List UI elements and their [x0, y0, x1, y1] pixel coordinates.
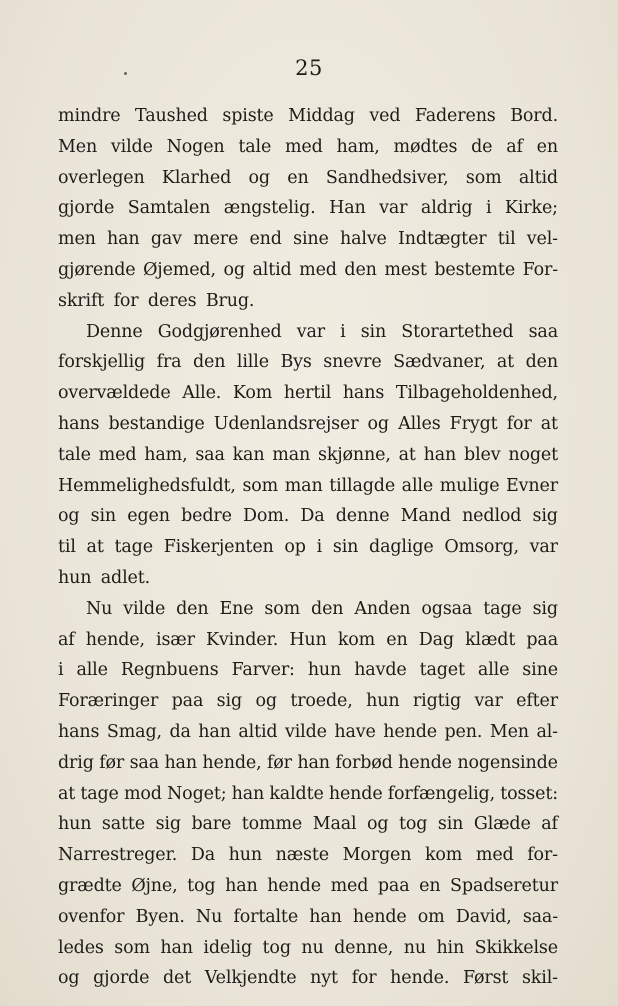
- word: med: [98, 444, 137, 465]
- word: han: [297, 752, 330, 773]
- word: vilde: [284, 721, 327, 742]
- word: altid: [252, 259, 292, 280]
- word: i: [340, 321, 346, 342]
- text-line: [58, 840, 558, 871]
- word: før: [266, 752, 292, 773]
- word: Noget;: [167, 783, 227, 804]
- word: Men: [58, 136, 98, 157]
- text-line: [58, 471, 558, 502]
- word: rigtig: [412, 691, 462, 712]
- word: af: [58, 629, 75, 650]
- word: mere: [193, 229, 239, 250]
- word: den: [525, 352, 558, 373]
- word: skjønne,: [317, 444, 391, 465]
- text-line: [58, 655, 558, 686]
- word: af: [506, 136, 523, 157]
- word: Anden: [354, 598, 411, 619]
- word: Øjemed,: [143, 259, 216, 280]
- word: nogensinde: [457, 752, 558, 773]
- word: For-: [522, 259, 558, 280]
- word: paa: [526, 629, 558, 650]
- word: denne,: [334, 937, 394, 958]
- word: at: [540, 413, 558, 434]
- word: hende: [267, 875, 321, 896]
- text-line: [58, 193, 558, 224]
- word: i: [485, 198, 492, 219]
- word: at: [398, 444, 416, 465]
- text-line: [58, 409, 558, 440]
- word: havde: [354, 660, 407, 681]
- text-line: [58, 594, 558, 625]
- paragraph: [58, 317, 558, 594]
- word: med: [475, 845, 514, 866]
- word: Kirke;: [504, 198, 558, 219]
- word: Narrestreger.: [58, 845, 178, 866]
- text-line: [58, 132, 558, 163]
- word: Omsorg,: [444, 537, 519, 558]
- word: og: [223, 259, 245, 280]
- word: end: [249, 229, 282, 250]
- word: som: [264, 598, 301, 619]
- word: en: [386, 629, 408, 650]
- word: han: [225, 875, 258, 896]
- word: Glæde: [473, 814, 531, 835]
- word: og: [255, 691, 277, 712]
- word: tillagde: [329, 475, 396, 496]
- word: ængstelig.: [223, 198, 316, 219]
- word: overlegen: [58, 167, 145, 188]
- word: nu: [301, 937, 324, 958]
- word: Tilbageholdenhed,: [395, 383, 558, 404]
- word: nedlod: [462, 506, 522, 527]
- text-line: [58, 378, 558, 409]
- word: alle: [76, 660, 108, 681]
- word: som: [114, 937, 150, 958]
- word: Men: [489, 721, 529, 742]
- word: vel-: [526, 229, 558, 250]
- word: Regnbuens: [120, 660, 219, 681]
- word: om: [417, 906, 445, 927]
- word: med: [299, 259, 337, 280]
- word: med: [284, 136, 323, 157]
- word: var: [529, 537, 558, 558]
- word: sin: [332, 537, 359, 558]
- text-line: [58, 532, 558, 563]
- word: og: [367, 814, 389, 835]
- word: i: [316, 537, 323, 558]
- word: han: [107, 229, 140, 250]
- word: Farver:: [231, 660, 295, 681]
- word: den: [176, 598, 209, 619]
- word: sig: [532, 506, 558, 527]
- word: Udenlandsrejser: [213, 413, 359, 434]
- word: gav: [150, 229, 182, 250]
- word: tog: [399, 814, 428, 835]
- word: Alles: [398, 413, 441, 434]
- paragraph: [58, 594, 558, 994]
- word: daglige: [369, 537, 434, 558]
- word: Kvinder.: [205, 629, 279, 650]
- word: han: [231, 783, 265, 804]
- word: den: [192, 352, 226, 373]
- word: troede,: [290, 691, 353, 712]
- word: hans: [58, 413, 100, 434]
- word: hende,: [85, 629, 145, 650]
- text-line: hun adlet.: [58, 567, 151, 588]
- word: Sandhedsiver,: [325, 167, 449, 188]
- word: sig: [216, 691, 243, 712]
- word: kom: [337, 629, 376, 650]
- word: hun: [58, 814, 92, 835]
- word: overvældede: [58, 383, 171, 404]
- word: før: [99, 752, 125, 773]
- word: hun: [307, 660, 342, 681]
- word: man: [284, 475, 323, 496]
- word: at: [86, 537, 104, 558]
- word: mod: [123, 783, 162, 804]
- word: noget: [508, 444, 558, 465]
- word: Evner: [506, 475, 558, 496]
- word: Dag: [418, 629, 454, 650]
- word: Skikkelse: [474, 937, 558, 958]
- word: tage: [80, 783, 119, 804]
- word: forbød: [335, 752, 393, 773]
- word: Foræringer: [58, 691, 159, 712]
- text-line: [58, 933, 558, 964]
- text-line: [58, 347, 558, 378]
- word: sin: [90, 506, 117, 527]
- word: Han: [329, 198, 366, 219]
- word: klædt: [465, 629, 516, 650]
- word: nyt: [310, 968, 338, 989]
- word: Taushed: [135, 106, 208, 126]
- word: fra: [156, 352, 182, 373]
- text-line: [58, 440, 558, 471]
- word: paa: [377, 875, 410, 896]
- word: Velkjendte: [204, 968, 297, 989]
- word: Storartethed: [401, 321, 514, 342]
- text-line: [58, 317, 558, 348]
- word: Indtægter: [398, 229, 487, 250]
- word: at: [496, 352, 515, 373]
- word: spiste: [222, 106, 274, 126]
- word: tog: [187, 875, 216, 896]
- word: vilde: [110, 136, 153, 157]
- word: Da: [300, 506, 325, 527]
- text-line: [58, 625, 558, 656]
- word: hun: [366, 691, 400, 712]
- word: den: [344, 259, 377, 280]
- word: Morgen: [342, 845, 412, 866]
- word: saa: [129, 752, 159, 773]
- text-line: [58, 255, 558, 286]
- word: aldrig: [420, 198, 473, 219]
- word: Bys: [280, 352, 312, 373]
- word: Hun: [289, 629, 327, 650]
- word: han: [160, 937, 193, 958]
- word: lille: [236, 352, 269, 373]
- word: alle: [477, 660, 510, 681]
- word: Fiskerjenten: [163, 537, 274, 558]
- word: Godgjørenhed: [157, 321, 282, 342]
- word: den: [311, 598, 344, 619]
- word: af: [541, 814, 558, 835]
- text-line: [58, 101, 558, 132]
- word: hin: [436, 937, 465, 958]
- word: og: [248, 167, 270, 188]
- page-number: 25: [295, 56, 323, 80]
- word: var: [379, 198, 408, 219]
- word: saa: [195, 444, 225, 465]
- word: da: [169, 721, 191, 742]
- word: sin: [437, 814, 464, 835]
- word: David,: [455, 906, 512, 927]
- word: hende: [328, 783, 383, 804]
- word: nu: [403, 937, 426, 958]
- word: Dom.: [243, 506, 290, 527]
- text-line: [58, 748, 558, 779]
- word: han: [423, 444, 457, 465]
- word: men: [58, 229, 96, 250]
- word: Mand: [400, 506, 451, 527]
- paragraph: [58, 101, 558, 317]
- word: Middag: [288, 106, 355, 126]
- word: hans: [58, 721, 100, 742]
- word: Klarhed: [161, 167, 232, 188]
- text-line: skrift for deres Brug.: [58, 290, 255, 311]
- text-line: [58, 902, 558, 933]
- word: ham,: [144, 444, 188, 465]
- word: Nu: [86, 598, 113, 619]
- word: det: [162, 968, 192, 989]
- word: Byen.: [135, 906, 185, 927]
- word: hende.: [390, 968, 450, 989]
- word: til: [497, 229, 516, 250]
- word: mindre: [58, 106, 121, 126]
- ink-speck: [124, 72, 127, 75]
- word: Samtalen: [127, 198, 211, 219]
- text-line: [58, 686, 558, 717]
- word: for: [506, 413, 532, 434]
- word: skil-: [521, 968, 558, 989]
- word: de: [471, 136, 493, 157]
- word: at: [58, 783, 76, 804]
- word: mødtes: [393, 136, 458, 157]
- word: saa-: [522, 906, 558, 927]
- word: Smag,: [106, 721, 162, 742]
- word: drig: [58, 752, 94, 773]
- word: Ene: [219, 598, 254, 619]
- word: al-: [536, 721, 558, 742]
- word: især: [156, 629, 195, 650]
- word: denne: [335, 506, 390, 527]
- word: kom: [424, 845, 463, 866]
- word: hertil: [283, 383, 332, 404]
- word: var: [474, 691, 503, 712]
- word: Først: [462, 968, 509, 989]
- word: mulige: [439, 475, 500, 496]
- word: og: [58, 506, 80, 527]
- word: sine: [293, 229, 329, 250]
- word: tosset:: [500, 783, 558, 804]
- word: Spadseretur: [450, 875, 558, 896]
- word: tog: [262, 937, 291, 958]
- word: en: [419, 875, 441, 896]
- word: han: [309, 906, 342, 927]
- word: Kom: [232, 383, 273, 404]
- word: vilde: [123, 598, 166, 619]
- word: sig: [155, 814, 181, 835]
- word: ogsaa: [421, 598, 473, 619]
- word: han: [164, 752, 197, 773]
- word: saa: [528, 321, 558, 342]
- word: sine: [522, 660, 558, 681]
- word: hende,: [202, 752, 262, 773]
- word: Frygt: [449, 413, 498, 434]
- word: som: [465, 167, 502, 188]
- word: bedre: [181, 506, 232, 527]
- text-line: [58, 501, 558, 532]
- text-line: [58, 809, 558, 840]
- word: bare: [191, 814, 232, 835]
- word: grædte: [58, 875, 122, 896]
- word: kan: [232, 444, 265, 465]
- text-line: [58, 717, 558, 748]
- word: ovenfor: [58, 906, 125, 927]
- word: til: [58, 537, 76, 558]
- word: Hemmelighedsfuldt,: [58, 475, 236, 496]
- word: næste: [275, 845, 329, 866]
- word: i: [58, 660, 64, 681]
- text-line: [58, 163, 558, 194]
- word: tage: [114, 537, 153, 558]
- word: Bord.: [510, 106, 558, 126]
- word: en: [287, 167, 309, 188]
- word: blev: [464, 444, 501, 465]
- word: hans: [342, 383, 385, 404]
- word: hende: [398, 752, 452, 773]
- word: fortalte: [233, 906, 299, 927]
- word: for: [351, 968, 377, 989]
- word: og: [58, 968, 80, 989]
- word: snevre: [323, 352, 382, 373]
- word: gjorde: [93, 968, 150, 989]
- word: kaldte: [269, 783, 324, 804]
- word: taget: [419, 660, 465, 681]
- word: og: [367, 413, 389, 434]
- word: hende: [383, 721, 437, 742]
- word: hende: [352, 906, 407, 927]
- word: ham,: [336, 136, 380, 157]
- word: man: [272, 444, 311, 465]
- word: gjorde: [58, 198, 115, 219]
- word: ledes: [58, 937, 104, 958]
- word: bestandige: [108, 413, 205, 434]
- word: forfængelig,: [387, 783, 496, 804]
- word: idelig: [203, 937, 253, 958]
- word: mest: [384, 259, 427, 280]
- word: pen.: [444, 721, 483, 742]
- word: sin: [360, 321, 387, 342]
- word: tale: [238, 136, 272, 157]
- word: ved: [369, 106, 401, 126]
- text-line: [58, 871, 558, 902]
- word: Alle.: [182, 383, 222, 404]
- word: gjørende: [58, 259, 136, 280]
- word: for-: [527, 845, 558, 866]
- body-text: [58, 101, 558, 994]
- word: var: [296, 321, 325, 342]
- word: egen: [127, 506, 170, 527]
- word: tomme: [241, 814, 303, 835]
- word: bestemte: [434, 259, 516, 280]
- word: Faderens: [414, 106, 496, 126]
- word: Sædvaner,: [393, 352, 486, 373]
- text-line: [58, 224, 558, 255]
- word: altid: [238, 721, 278, 742]
- word: Nu: [195, 906, 223, 927]
- word: sig: [532, 598, 558, 619]
- word: hun: [228, 845, 262, 866]
- text-line: [58, 963, 558, 994]
- text-line: [58, 779, 558, 810]
- word: Maal: [312, 814, 357, 835]
- word: altid: [518, 167, 558, 188]
- word: som: [242, 475, 279, 496]
- word: Da: [190, 845, 215, 866]
- word: paa: [171, 691, 204, 712]
- word: alle: [401, 475, 434, 496]
- word: Nogen: [166, 136, 225, 157]
- word: tale: [58, 444, 91, 465]
- word: op: [284, 537, 306, 558]
- word: Øjne,: [131, 875, 178, 896]
- word: med: [330, 875, 369, 896]
- word: Denne: [86, 321, 143, 342]
- word: have: [334, 721, 376, 742]
- word: halve: [339, 229, 387, 250]
- word: en: [536, 136, 558, 157]
- word: efter: [516, 691, 558, 712]
- word: forskjellig: [58, 352, 146, 373]
- word: satte: [101, 814, 146, 835]
- word: tage: [483, 598, 522, 619]
- word: han: [198, 721, 231, 742]
